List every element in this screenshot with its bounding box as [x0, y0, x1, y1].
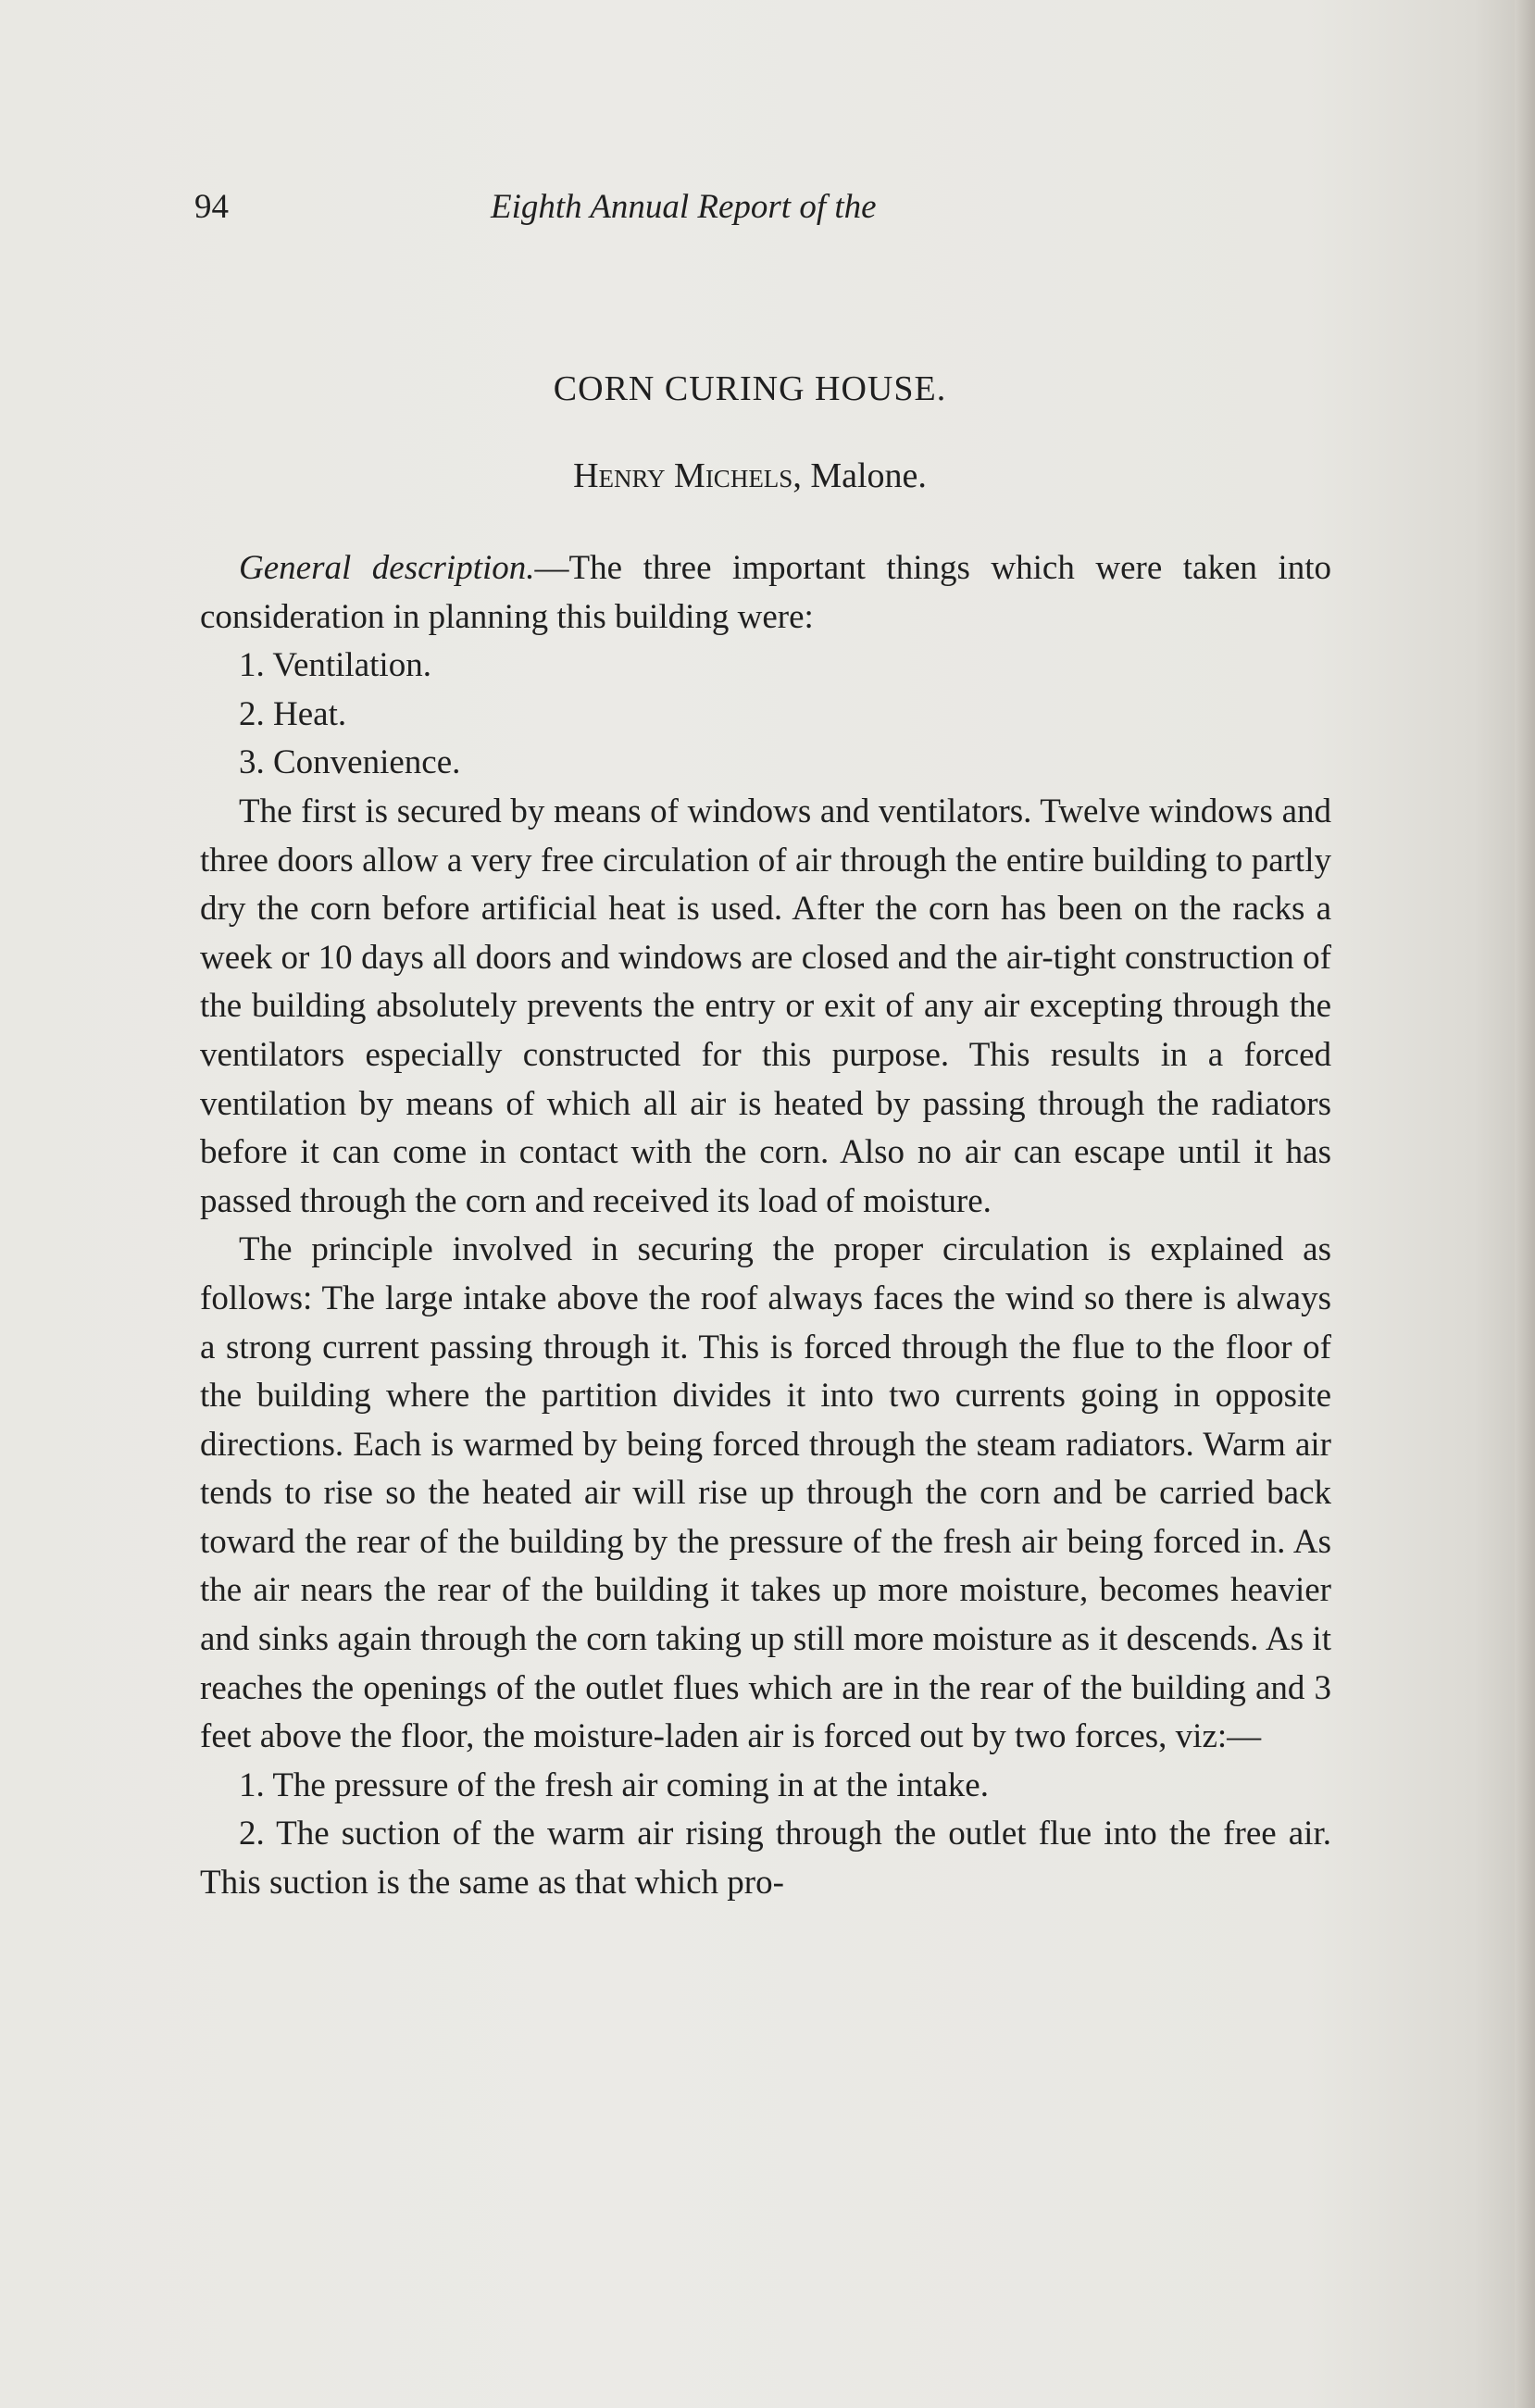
article-title: CORN CURING HOUSE. — [553, 369, 947, 408]
intro-text: —The three important things which were taken into consideration in planning this building were: — [200, 549, 1331, 636]
running-title: Eighth Annual Report of the — [491, 188, 877, 226]
paragraph-circulation: The principle involved in securing the proper circulation is explained as follows: The large intake above the roof always faces the wind so there is always a strong current passing through it. This is forced through the flue to the floor of the building where the partition divides it into two currents going in opposite directions. Each is warmed by being forced through the steam radiators. Warm air tends to rise so the heated air will rise up through the corn and be carried back toward the rear of the building by the pressure of the fresh air being forced in. As the air nears the rear of the building it takes up more moisture, becomes heavier and sinks again through the corn taking up still more moisture as it descends. As it reaches the openings of the outlet flues which are in the rear of the building and 3 feet above the floor, the moisture-laden air is forced out by two forces, viz:— — [200, 1230, 1331, 1756]
page-number: 94 — [194, 188, 229, 226]
list-item-heat: 2. Heat. — [239, 694, 347, 733]
article-body — [200, 544, 1331, 1908]
running-header — [194, 187, 1352, 233]
author-place: Malone. — [810, 456, 927, 495]
page-binding-edge — [1515, 0, 1535, 2408]
paragraph-ventilation: The first is secured by means of windows and ventilators. Twelve windows and three doors allow a very free circulation of air through the entire building to partly dry the corn before artificial heat is used. After the corn has been on the racks a week or 10 days all doors and windows are closed and the air-tight construction of the building absolutely prevents the entry or exit of any air excepting through the ventilators especially constructed for this purpose. This results in a forced ventilation by means of which all air is heated by passing through the radiators before it can come in contact with the corn. Also no air can escape until it has passed through the corn and received its load of moisture. — [200, 792, 1331, 1220]
intro-paragraph — [200, 544, 1331, 642]
article-author — [0, 455, 1500, 496]
list-item-convenience: 3. Convenience. — [239, 743, 461, 782]
intro-label: General description. — [239, 549, 535, 587]
list-item-ventilation: 1. Ventilation. — [239, 646, 431, 685]
author-name: Henry Michels, — [573, 456, 802, 495]
force-item-suction: 2. The suction of the warm air rising through the outlet flue into the free air. This suction is the same as that which pro- — [200, 1815, 1331, 1903]
force-item-pressure: 1. The pressure of the fresh air coming in at the intake. — [239, 1765, 989, 1804]
